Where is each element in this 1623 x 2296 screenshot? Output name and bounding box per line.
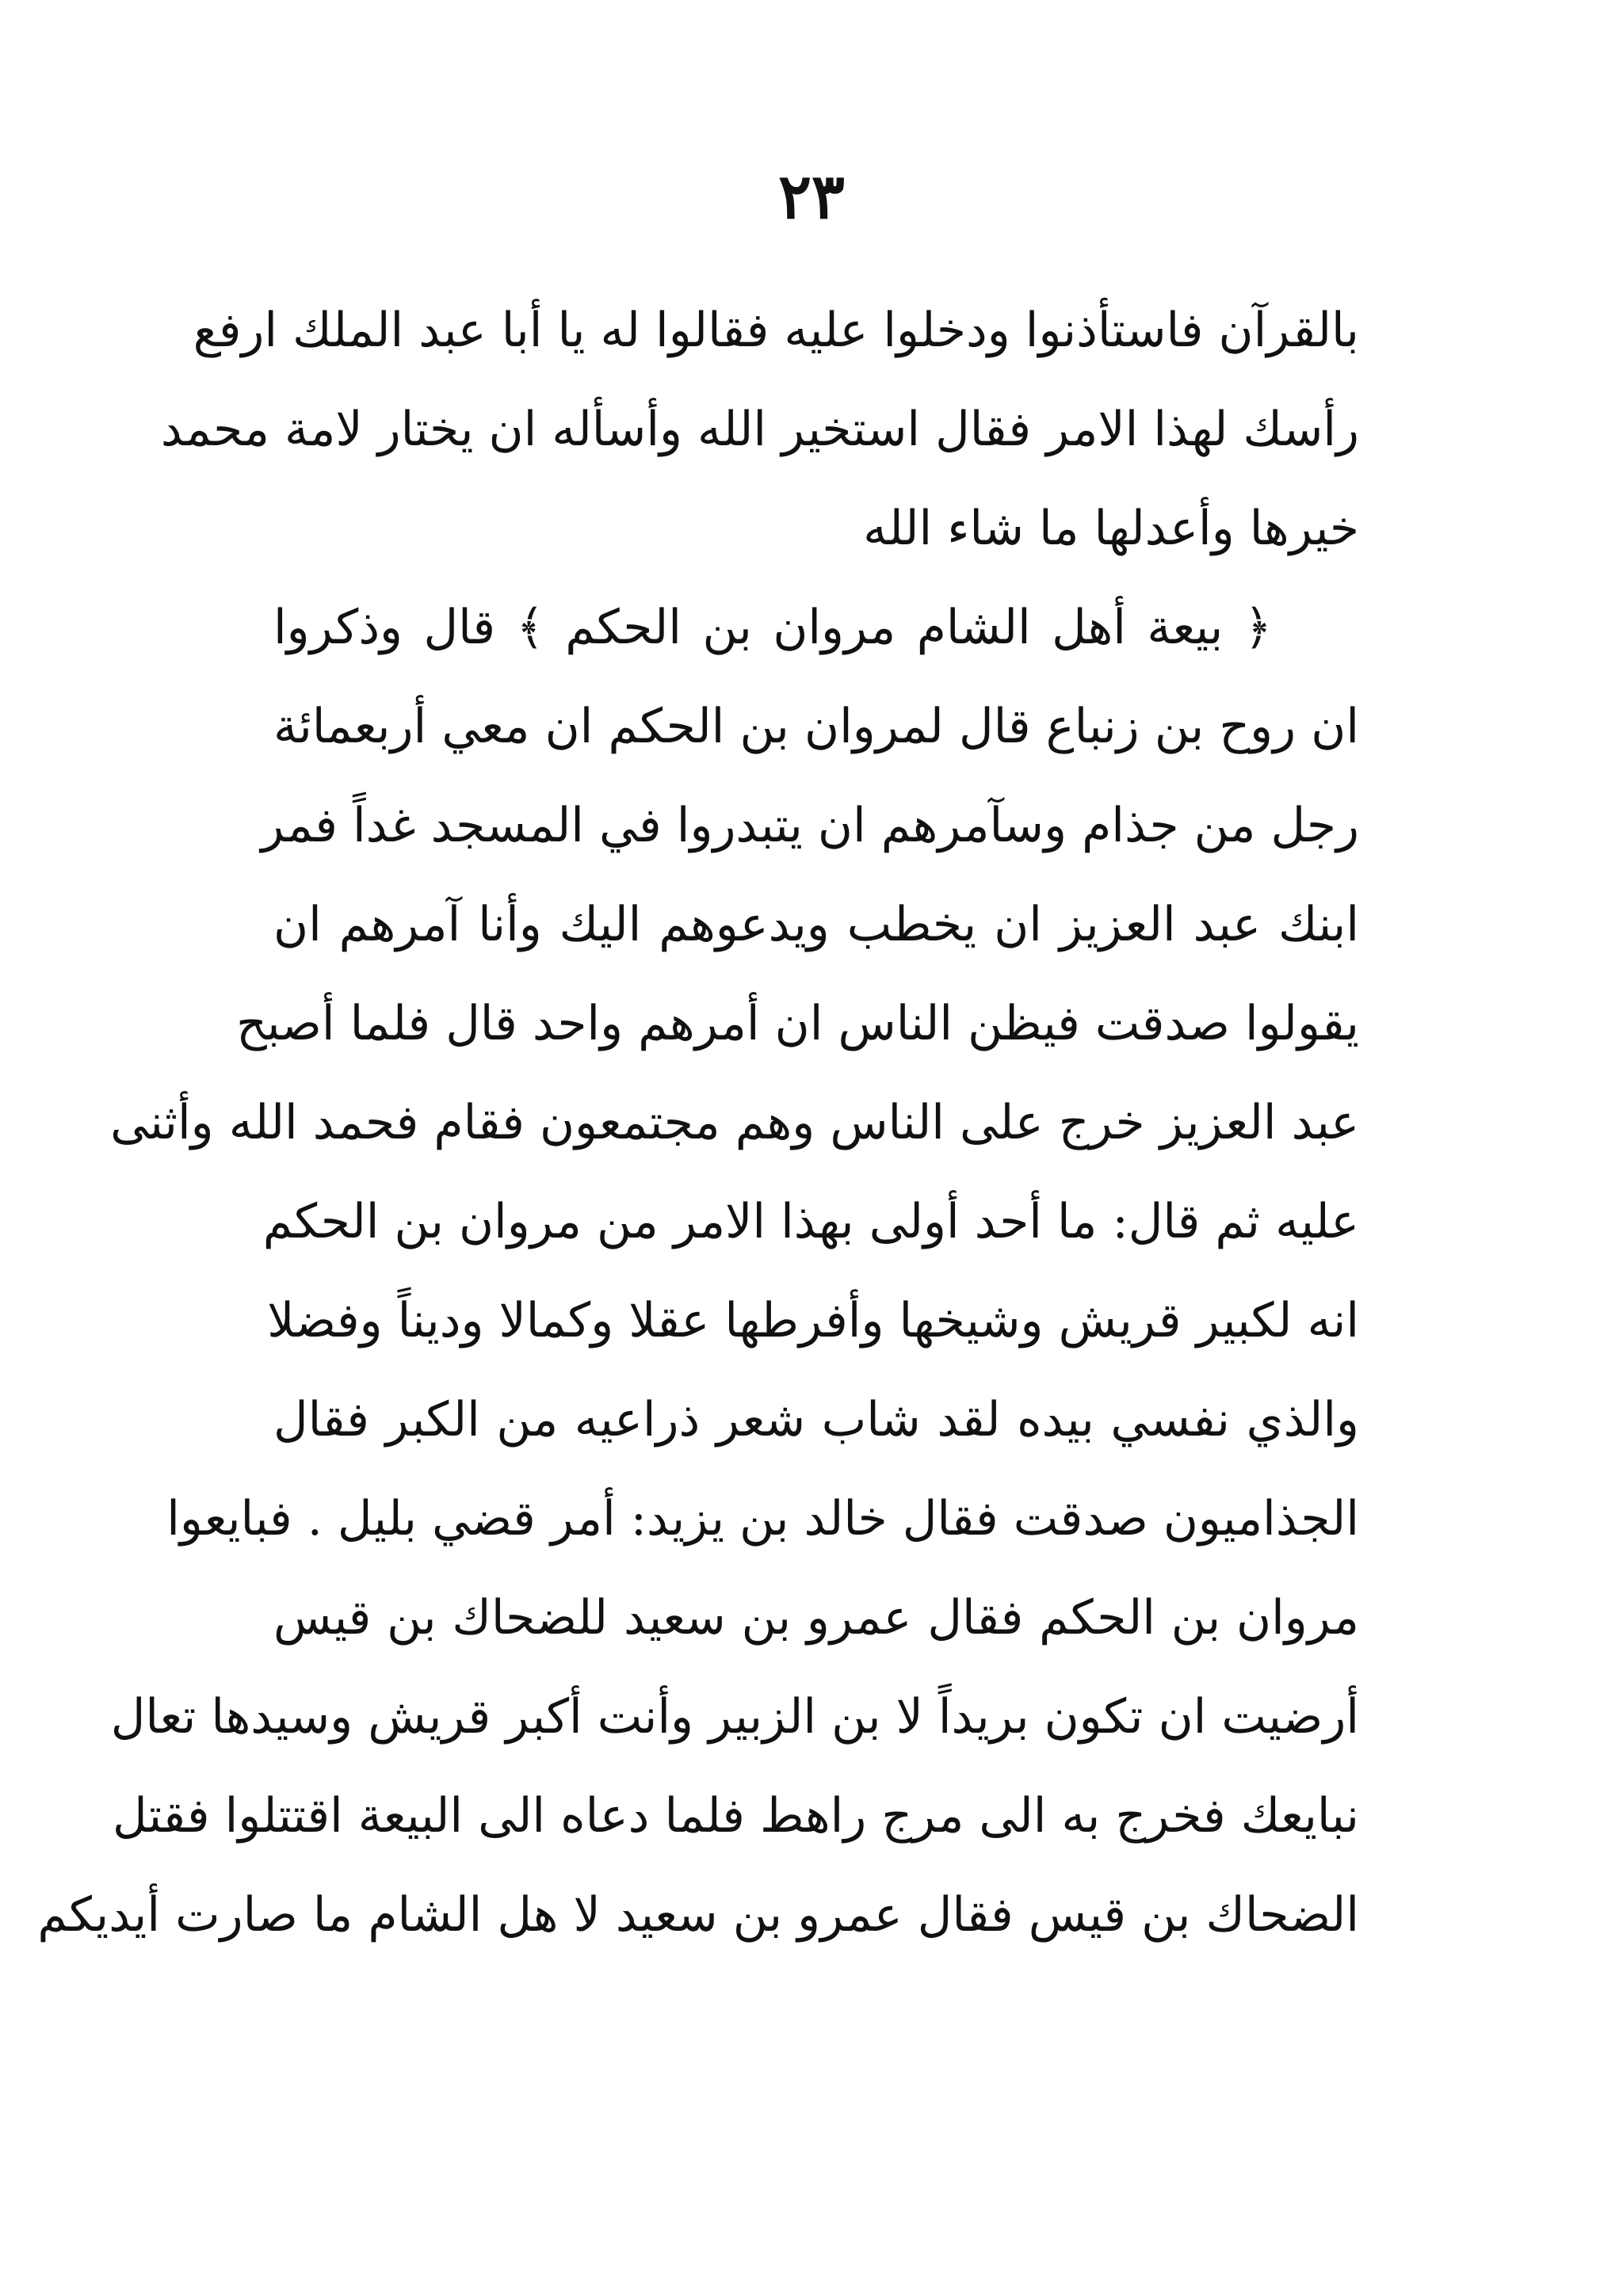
text-line: انه لكبير قريش وشيخها وأفرطها عقلا وكمالا وديناً وفضلا xyxy=(267,1293,1359,1348)
text-line: خيرها وأعدلها ما شاء الله xyxy=(863,501,1359,556)
text-line: ابنك عبد العزيز ان يخطب ويدعوهم اليك وأنا آمرهم ان xyxy=(273,897,1359,952)
text-line: عليه ثم قال: ما أحد أولى بهذا الامر من مروان بن الحكم xyxy=(262,1194,1359,1249)
section-heading-line: ﴿ بيعة أهل الشام مروان بن الحكم ﴾ قال وذكروا xyxy=(273,600,1272,655)
text-line: رأسك لهذا الامر فقال استخير الله وأسأله ان يختار لامة محمد xyxy=(160,402,1359,457)
text-line: نبايعك فخرج به الى مرج راهط فلما دعاه الى البيعة اقتتلوا فقتل xyxy=(112,1788,1359,1844)
text-line: أرضيت ان تكون بريداً لا بن الزبير وأنت أكبر قريش وسيدها تعال xyxy=(110,1689,1359,1745)
text-line: الجذاميون صدقت فقال خالد بن يزيد: أمر قضي بليل . فبايعوا xyxy=(166,1491,1359,1547)
text-line: عبد العزيز خرج على الناس وهم مجتمعون فقام فحمد الله وأثنى xyxy=(110,1095,1359,1150)
text-line: مروان بن الحكم فقال عمرو بن سعيد للضحاك بن قيس xyxy=(273,1590,1359,1646)
text-line: رجل من جذام وسآمرهم ان يتبدروا في المسجد غداً فمر xyxy=(261,798,1359,853)
text-line: بالقرآن فاستأذنوا ودخلوا عليه فقالوا له يا أبا عبد الملك ارفع xyxy=(193,303,1359,358)
body-text xyxy=(37,281,1359,1965)
text-line: والذي نفسي بيده لقد شاب شعر ذراعيه من الكبر فقال xyxy=(273,1392,1359,1447)
text-line: الضحاك بن قيس فقال عمرو بن سعيد لا هل الشام ما صارت أيديكم xyxy=(37,1887,1359,1943)
text-line: ان روح بن زنباع قال لمروان بن الحكم ان معي أربعمائة xyxy=(273,699,1359,754)
text-line: يقولوا صدقت فيظن الناس ان أمرهم واحد قال فلما أصبح xyxy=(236,996,1359,1051)
page-number: ٢٣ xyxy=(778,161,845,233)
